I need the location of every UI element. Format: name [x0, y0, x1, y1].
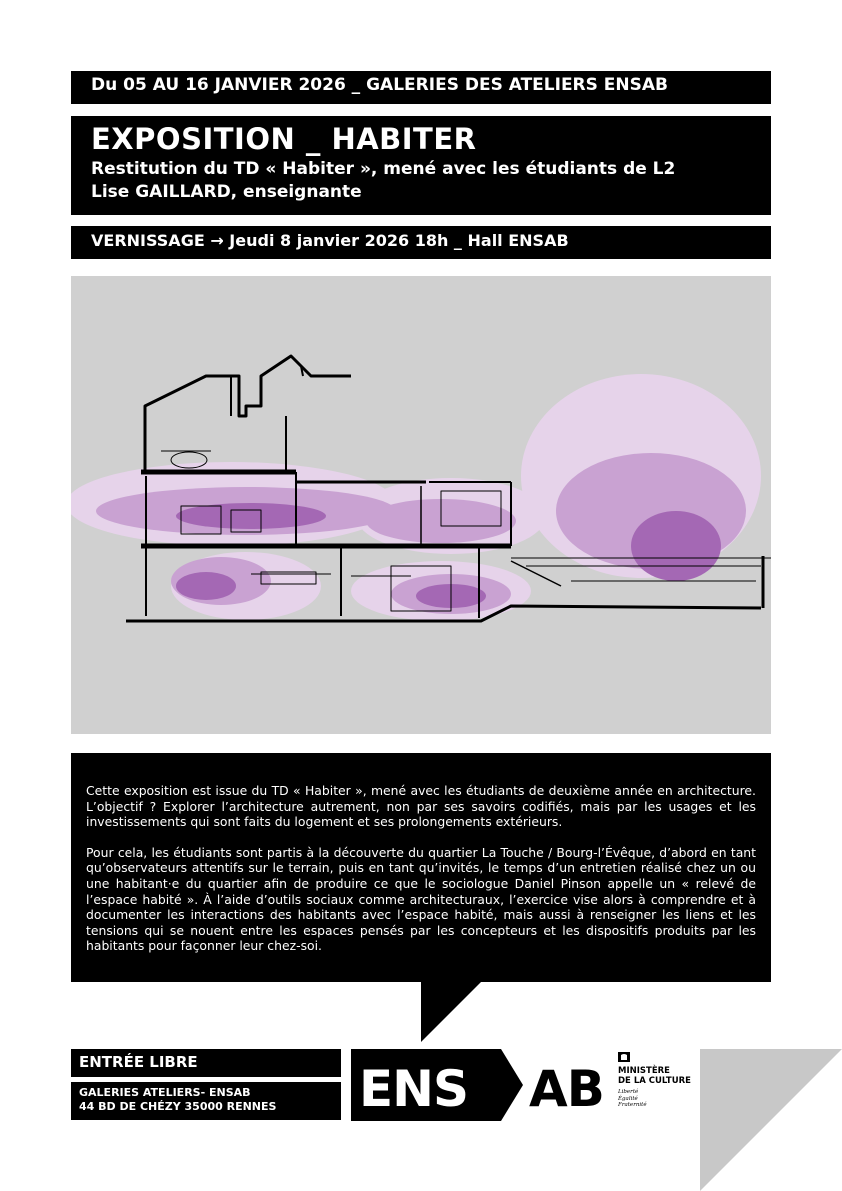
title-banner [71, 116, 771, 215]
corner-triangle-decoration [700, 1049, 842, 1191]
ministry-name: MINISTÈRE DE LA CULTURE [618, 1066, 691, 1086]
ministry-motto: Liberté Égalité Fraternité [618, 1089, 647, 1108]
exhibition-title: EXPOSITION _ HABITER [91, 122, 477, 156]
marianne-flag-icon [618, 1052, 630, 1062]
vernissage-banner [71, 226, 771, 259]
address-line-2: 44 BD DE CHÉZY 35000 RENNES [79, 1100, 277, 1113]
ensab-logo [351, 1049, 603, 1121]
occupation-heatmap [71, 374, 761, 621]
date-banner [71, 71, 771, 104]
teacher-credit: Lise GAILLARD, enseignante [91, 182, 362, 202]
entry-label: ENTRÉE LIBRE [79, 1053, 198, 1071]
section-drawing-panel [71, 276, 771, 734]
ensab-logo-mark [351, 1049, 603, 1121]
description-paragraph-1: Cette exposition est issue du TD « Habiter », mené avec les étudiants de deuxième année en architecture. L’objectif ? Explorer l’architecture autrement, non par ses savoirs codifiés, mais par les usages et les investissements qui sont faits du logement et ses prolongements extérieurs. [86, 783, 756, 830]
exhibition-subtitle: Restitution du TD « Habiter », mené avec les étudiants de L2 [91, 159, 676, 179]
logo-text-right: AB [529, 1060, 603, 1118]
vernissage-line: VERNISSAGE → Jeudi 8 janvier 2026 18h _ Hall ENSAB [91, 231, 569, 250]
date-line: Du 05 AU 16 JANVIER 2026 _ GALERIES DES ATELIERS ENSAB [91, 75, 669, 95]
logo-text-left: ENS [359, 1060, 469, 1118]
speech-bubble-tail [421, 980, 483, 1042]
address-box [71, 1082, 341, 1120]
description-paragraph-2: Pour cela, les étudiants sont partis à la découverte du quartier La Touche / Bourg-l’Évêque, d’abord en tant qu’observateurs attentifs sur le terrain, puis en tant qu’invités, le temps d’un entretien réalisé chez un ou une habitant·e du quartier afin de produire ce que le sociologue Daniel Pinson appelle un « relevé de l’espace habité ». À l’aide d’outils sociaux comme architecturaux, l’exercice vise alors à comprendre et à documenter les interactions des habitants avec l’espace habité, mais aussi à renseigner les liens et les tensions qui se nouent entre les espaces pensés par les concepteurs et les dispositifs produits par les habitants pour façonner leur chez-soi. [86, 844, 756, 954]
house-section-drawing [71, 276, 771, 734]
entry-banner [71, 1049, 341, 1077]
description-box [71, 753, 771, 982]
address-line-1: GALERIES ATELIERS- ENSAB [79, 1086, 251, 1099]
